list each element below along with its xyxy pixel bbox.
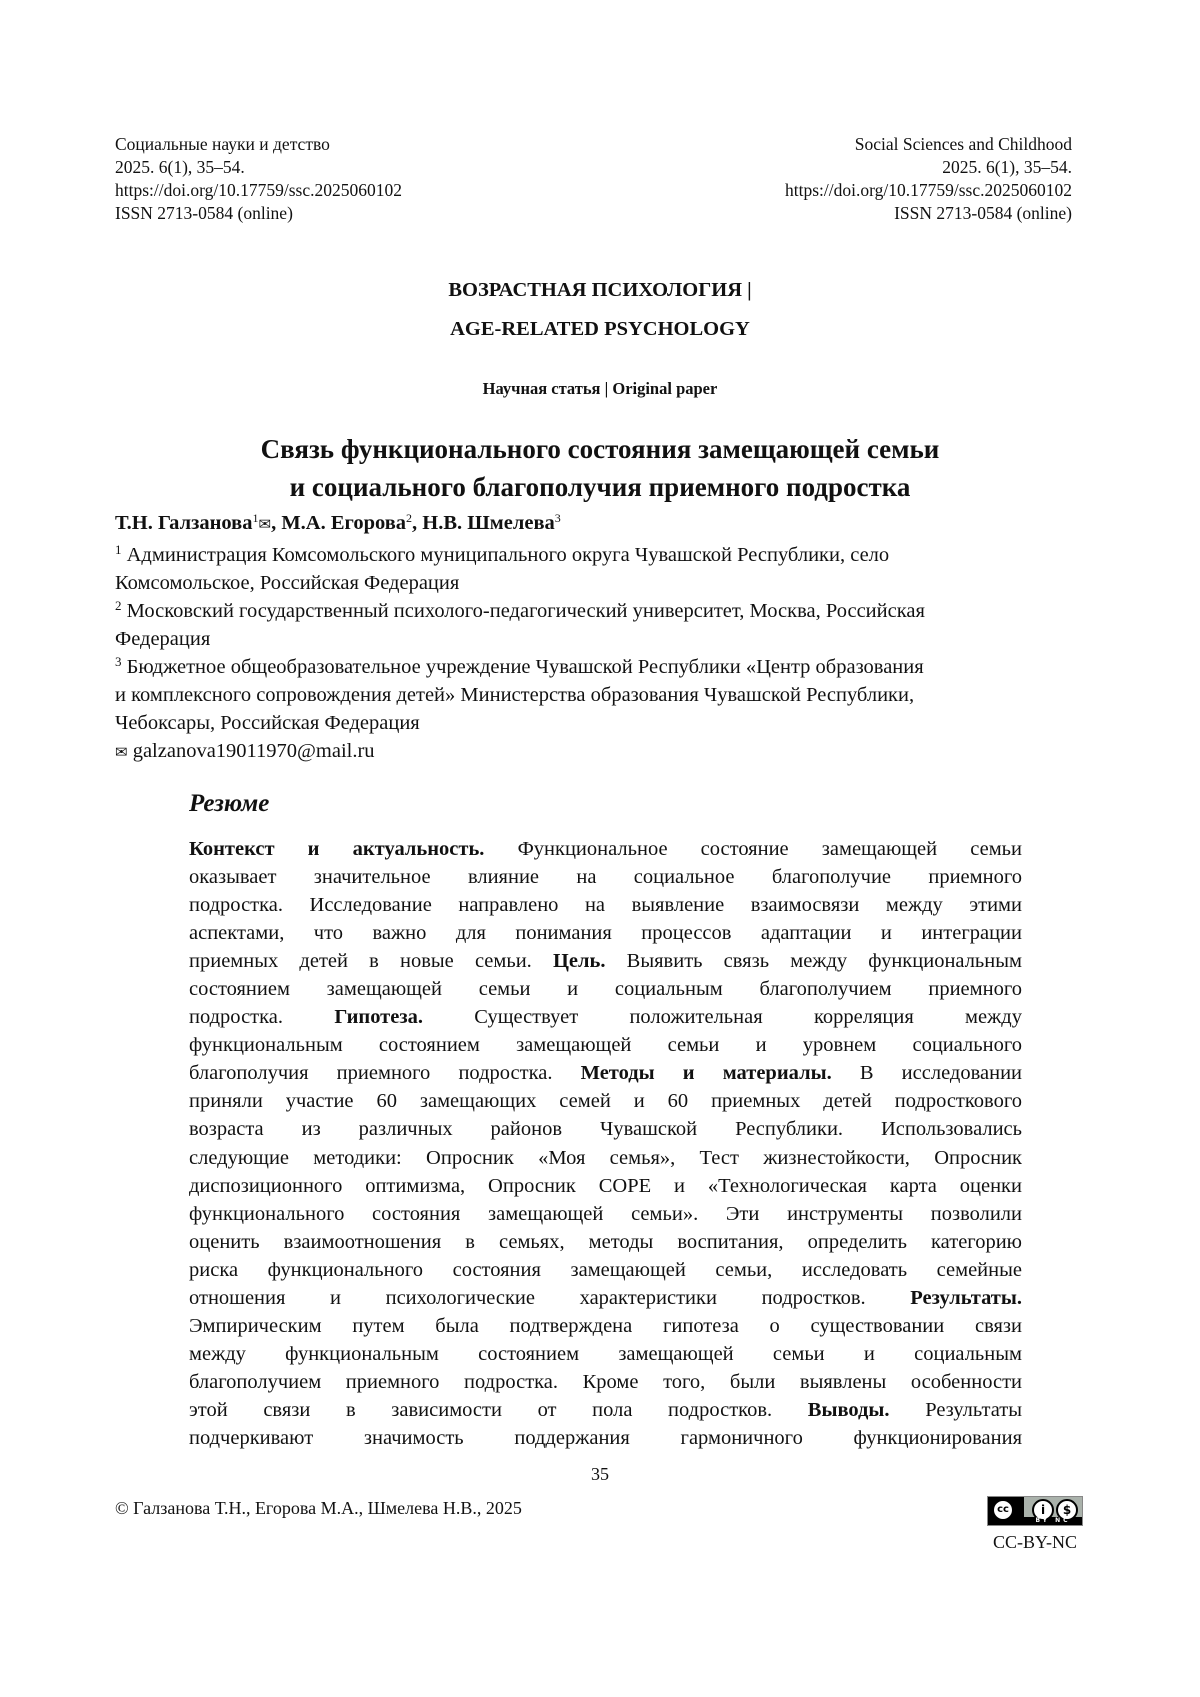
abstract-text: Существует положительная корреляция между: [423, 1006, 1022, 1028]
author-sup: 2: [406, 511, 412, 525]
abstract-text: Эмпирическим путем была подтверждена гипотеза о существовании связи: [189, 1315, 1022, 1337]
abstract-line: [189, 1256, 1022, 1284]
email-link[interactable]: galzanova19011970@mail.ru: [133, 740, 375, 762]
abstract-text: приемных детей в новые семьи.: [189, 950, 553, 972]
abstract-text: состоянием замещающей семьи и социальным благополучием приемного: [189, 978, 1022, 1000]
abstract-text: оказывает значительное влияние на социальное благополучие приемного: [189, 866, 1022, 888]
abstract-text: подчеркивают значимость поддержания гармоничного функционирования: [189, 1427, 1022, 1449]
issn-en: ISSN 2713-0584 (online): [785, 202, 1072, 225]
abstract-line: [189, 1144, 1022, 1172]
abstract-line: [189, 891, 1022, 919]
abstract-text: приняли участие 60 замещающих семей и 60 приемных детей подросткового: [189, 1090, 1022, 1112]
abstract-line: [189, 1396, 1022, 1424]
affiliation-sup: 1: [115, 542, 122, 557]
copyright: © Галзанова Т.Н., Егорова М.А., Шмелева Н.В., 2025: [115, 1498, 522, 1519]
abstract-text: подростка.: [189, 1006, 334, 1028]
abstract-body: [189, 835, 1022, 1452]
abstract-text: благополучия приемного подростка.: [189, 1062, 581, 1084]
abstract-line: [189, 1059, 1022, 1087]
non-commercial-icon: $: [1056, 1499, 1078, 1521]
abstract-line: [189, 863, 1022, 891]
abstract-text: аспектами, что важно для понимания процессов адаптации и интеграции: [189, 922, 1022, 944]
abstract-section-label: Результаты.: [910, 1287, 1022, 1309]
abstract-text: В исследовании: [832, 1062, 1022, 1084]
section-title-en: AGE-RELATED PSYCHOLOGY: [0, 318, 1200, 341]
author-list: Т.Н. Галзанова1✉, М.А. Егорова2, Н.В. Шмелева3: [115, 512, 561, 535]
abstract-section-label: Выводы.: [808, 1399, 890, 1421]
affiliation-2: [115, 597, 1095, 625]
paper-type: Научная статья | Original paper: [0, 379, 1200, 399]
title-line: Связь функционального состояния замещающей семьи: [0, 430, 1200, 468]
affiliation-1: [115, 541, 1095, 569]
abstract-line: [189, 1340, 1022, 1368]
author-name: Т.Н. Галзанова: [115, 512, 252, 534]
abstract-line: [189, 1228, 1022, 1256]
abstract-section-label: Гипотеза.: [334, 1006, 423, 1028]
abstract-line: [189, 1312, 1022, 1340]
badge-band: [1026, 1517, 1080, 1524]
journal-name-ru: Социальные науки и детство: [115, 133, 402, 156]
email-row: [115, 737, 1095, 766]
abstract-text: оценить взаимоотношения в семьях, методы воспитания, определить категорию: [189, 1231, 1022, 1253]
abstract-line: [189, 975, 1022, 1003]
affiliation-line: Администрация Комсомольского муниципального округа Чувашской Республики, село: [127, 544, 890, 566]
abstract-line: [189, 1115, 1022, 1143]
title-line: и социального благополучия приемного подростка: [0, 468, 1200, 506]
author-sup: 3: [555, 511, 561, 525]
license-label: CC-BY-NC: [987, 1532, 1083, 1553]
doi-link-ru[interactable]: https://doi.org/10.17759/ssc.2025060102: [115, 179, 402, 202]
by-attribution-icon: i: [1032, 1499, 1054, 1521]
abstract-line: [189, 1424, 1022, 1452]
author-name: Н.В. Шмелева: [422, 512, 555, 534]
issn-ru: ISSN 2713-0584 (online): [115, 202, 402, 225]
abstract-section-label: Контекст и актуальность.: [189, 838, 484, 860]
abstract-text: функционального состояния замещающей семьи». Эти инструменты позволили: [189, 1203, 1022, 1225]
doi-link-en[interactable]: https://doi.org/10.17759/ssc.2025060102: [785, 179, 1072, 202]
article-title: [0, 430, 1200, 506]
author-sup: 1: [252, 511, 258, 525]
abstract-line: [189, 919, 1022, 947]
abstract-section-label: Методы и материалы.: [581, 1062, 832, 1084]
abstract-text: Функциональное состояние замещающей семьи: [484, 838, 1022, 860]
affiliation-line: Чебоксары, Российская Федерация: [115, 709, 1095, 737]
abstract-heading: Резюме: [189, 790, 269, 818]
abstract-text: благополучием приемного подростка. Кроме того, были выявлены особенности: [189, 1371, 1022, 1393]
affiliation-line: Бюджетное общеобразовательное учреждение Чувашской Республики «Центр образования: [127, 656, 924, 678]
abstract-line: [189, 1200, 1022, 1228]
affiliation-sup: 3: [115, 654, 122, 669]
abstract-text: функциональным состоянием замещающей семьи и уровнем социального: [189, 1034, 1022, 1056]
nc-label: NC: [1055, 1517, 1070, 1524]
abstract-text: риска функционального состояния замещающей семьи, исследовать семейные: [189, 1259, 1022, 1281]
affiliation-3: [115, 653, 1095, 681]
author-name: М.А. Егорова: [281, 512, 406, 534]
abstract-line: [189, 947, 1022, 975]
abstract-text: Выявить связь между функциональным: [606, 950, 1023, 972]
abstract-line: [189, 1087, 1022, 1115]
abstract-line: [189, 1003, 1022, 1031]
page-number: 35: [0, 1464, 1200, 1485]
affiliations: [115, 541, 1095, 766]
journal-header-en: [785, 133, 1072, 225]
abstract-line: [189, 835, 1022, 863]
envelope-icon: ✉: [115, 743, 128, 761]
affiliation-sup: 2: [115, 598, 122, 613]
abstract-line: [189, 1284, 1022, 1312]
section-title-ru: ВОЗРАСТНАЯ ПСИХОЛОГИЯ |: [0, 279, 1200, 302]
envelope-icon: ✉: [258, 515, 271, 533]
abstract-line: [189, 1172, 1022, 1200]
journal-header-ru: [115, 133, 402, 225]
affiliation-line: и комплексного сопровождения детей» Министерства образования Чувашской Республики,: [115, 681, 1095, 709]
abstract-text: Результаты: [890, 1399, 1022, 1421]
cc-icon: cc: [992, 1499, 1014, 1521]
journal-name-en: Social Sciences and Childhood: [785, 133, 1072, 156]
by-label: BY: [1035, 1517, 1050, 1524]
cc-license-badge[interactable]: [987, 1496, 1083, 1526]
journal-issue-ru: 2025. 6(1), 35–54.: [115, 156, 402, 179]
abstract-text: диспозиционного оптимизма, Опросник COPE и «Технологическая карта оценки: [189, 1175, 1022, 1197]
abstract-text: подростка. Исследование направлено на выявление взаимосвязи между этими: [189, 894, 1022, 916]
affiliation-line: Комсомольское, Российская Федерация: [115, 569, 1095, 597]
abstract-text: следующие методики: Опросник «Моя семья», Тест жизнестойкости, Опросник: [189, 1147, 1022, 1169]
affiliation-line: Федерация: [115, 625, 1095, 653]
abstract-line: [189, 1031, 1022, 1059]
abstract-text: этой связи в зависимости от пола подростков.: [189, 1399, 808, 1421]
abstract-text: возраста из различных районов Чувашской Республики. Использовались: [189, 1118, 1022, 1140]
journal-issue-en: 2025. 6(1), 35–54.: [785, 156, 1072, 179]
affiliation-line: Московский государственный психолого-педагогический университет, Москва, Российская: [127, 600, 925, 622]
abstract-section-label: Цель.: [553, 950, 606, 972]
abstract-text: отношения и психологические характеристики подростков.: [189, 1287, 910, 1309]
abstract-text: между функциональным состоянием замещающей семьи и социальным: [189, 1343, 1022, 1365]
abstract-line: [189, 1368, 1022, 1396]
